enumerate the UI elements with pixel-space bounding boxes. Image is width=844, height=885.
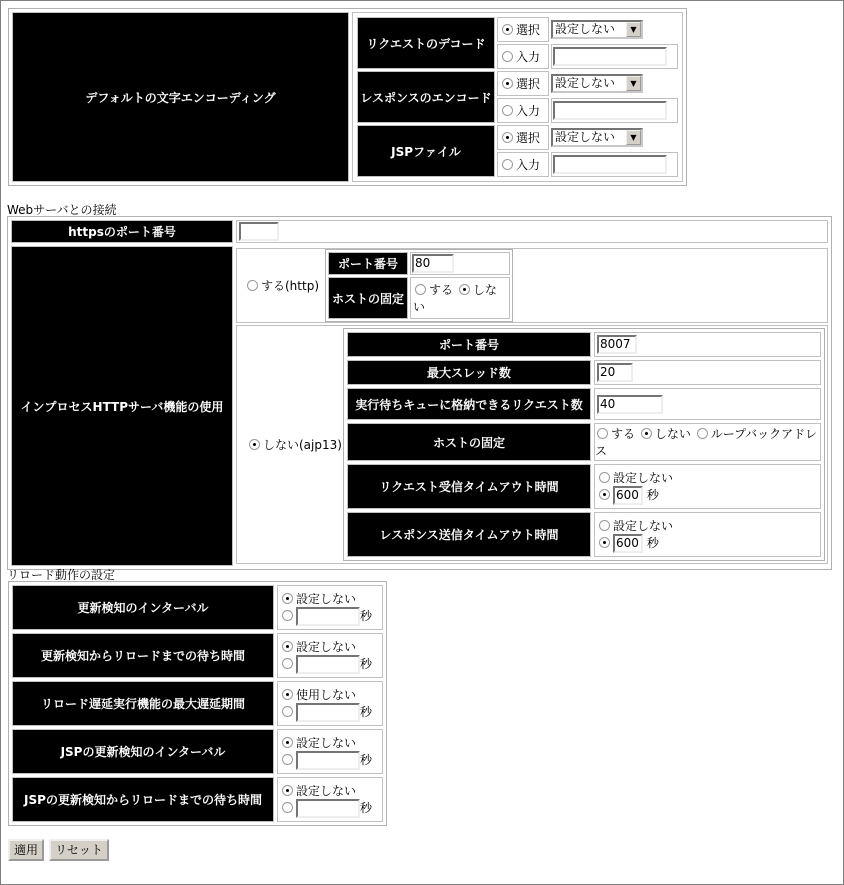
reload-sec-label: 秒 bbox=[360, 800, 373, 815]
reload-default-radio[interactable] bbox=[282, 689, 293, 700]
ajp-host-yes-label: する bbox=[611, 427, 636, 441]
select-label: 選択 bbox=[516, 77, 541, 91]
reload-row-label: JSPの更新検知のインターバル bbox=[12, 729, 274, 774]
ajp-option-label: しない(ajp13) bbox=[263, 438, 342, 452]
ajp-host-loopback-label: ループバックアドレス bbox=[595, 427, 818, 458]
send-timeout-label: レスポンス送信タイムアウト時間 bbox=[347, 512, 591, 557]
reload-default-radio[interactable] bbox=[282, 593, 293, 604]
reload-seconds-input[interactable] bbox=[296, 655, 360, 674]
http-host-yes-radio[interactable] bbox=[415, 284, 426, 295]
http-radio[interactable] bbox=[247, 280, 258, 291]
reload-default-label: 使用しない bbox=[296, 687, 357, 702]
encoding-input[interactable] bbox=[553, 101, 667, 120]
chevron-down-icon[interactable]: ▼ bbox=[626, 22, 641, 37]
encoding-select[interactable] bbox=[551, 74, 643, 93]
recv-timeout-label: リクエスト受信タイムアウト時間 bbox=[347, 464, 591, 509]
ajp-radio[interactable] bbox=[249, 439, 260, 450]
recv-sec-label: 秒 bbox=[646, 487, 659, 502]
reload-row-label: リロード遅延実行機能の最大遅延期間 bbox=[12, 681, 274, 726]
https-port-label: httpsのポート番号 bbox=[11, 220, 233, 243]
reset-button[interactable]: リセット bbox=[49, 839, 109, 861]
encoding-select[interactable] bbox=[551, 20, 643, 39]
select-radio[interactable] bbox=[502, 132, 513, 143]
reload-seconds-input[interactable] bbox=[296, 607, 360, 626]
recv-value-radio[interactable] bbox=[599, 489, 610, 500]
select-radio[interactable] bbox=[502, 78, 513, 89]
input-radio[interactable] bbox=[502, 105, 513, 116]
encoding-input[interactable] bbox=[553, 47, 667, 66]
reload-sec-label: 秒 bbox=[360, 608, 373, 623]
reload-row-label: 更新検知からリロードまでの待ち時間 bbox=[12, 633, 274, 678]
send-value-radio[interactable] bbox=[599, 537, 610, 548]
chevron-down-icon[interactable]: ▼ bbox=[626, 130, 641, 145]
ajp-host-loopback-radio[interactable] bbox=[697, 428, 708, 439]
reload-row-label: JSPの更新検知からリロードまでの待ち時間 bbox=[12, 777, 274, 822]
reload-value-radio[interactable] bbox=[282, 706, 293, 717]
recv-timeout-input[interactable]: 600 bbox=[613, 486, 643, 505]
http-host-no-radio[interactable] bbox=[459, 284, 470, 295]
http-option-label: する(http) bbox=[261, 279, 319, 293]
encoding-select-value: 設定しない bbox=[555, 22, 616, 36]
ajp-port-label: ポート番号 bbox=[347, 332, 591, 357]
reload-default-label: 設定しない bbox=[296, 735, 357, 750]
reload-row-label: 更新検知のインターバル bbox=[12, 585, 274, 630]
send-none-radio[interactable] bbox=[599, 520, 610, 531]
send-timeout-input[interactable]: 600 bbox=[613, 534, 643, 553]
queue-label: 実行待ちキューに格納できるリクエスト数 bbox=[347, 388, 591, 420]
encoding-select-value: 設定しない bbox=[555, 130, 616, 144]
ajp-port-input[interactable]: 8007 bbox=[597, 335, 637, 354]
input-radio[interactable] bbox=[502, 51, 513, 62]
encoding-select-value: 設定しない bbox=[555, 76, 616, 90]
ajp-host-no-radio[interactable] bbox=[641, 428, 652, 439]
http-port-input[interactable]: 80 bbox=[412, 254, 454, 273]
queue-input[interactable]: 40 bbox=[597, 395, 663, 414]
select-radio[interactable] bbox=[502, 24, 513, 35]
http-port-label: ポート番号 bbox=[328, 252, 408, 275]
reload-seconds-input[interactable] bbox=[296, 703, 360, 722]
inprocess-label: インプロセスHTTPサーバ機能の使用 bbox=[11, 246, 233, 566]
encoding-select[interactable] bbox=[551, 128, 643, 147]
reload-seconds-input[interactable] bbox=[296, 799, 360, 818]
select-label: 選択 bbox=[516, 23, 541, 37]
web-section-title: Webサーバとの接続 bbox=[7, 203, 117, 217]
reload-section-title: リロード動作の設定 bbox=[7, 568, 116, 582]
encoding-table bbox=[8, 8, 687, 186]
http-host-yes-label: する bbox=[429, 283, 454, 297]
encoding-row-label: リクエストのデコード bbox=[357, 17, 495, 69]
chevron-down-icon[interactable]: ▼ bbox=[626, 76, 641, 91]
ajp-host-label: ホストの固定 bbox=[347, 423, 591, 461]
encoding-row-label: レスポンスのエンコード bbox=[357, 71, 495, 123]
send-sec-label: 秒 bbox=[646, 535, 659, 550]
reload-value-radio[interactable] bbox=[282, 754, 293, 765]
reload-seconds-input[interactable] bbox=[296, 751, 360, 770]
apply-button[interactable]: 適用 bbox=[8, 839, 44, 861]
ajp-host-no-label: しない bbox=[654, 427, 691, 441]
send-none-label: 設定しない bbox=[613, 518, 674, 533]
web-table bbox=[7, 216, 832, 570]
ajp-host-yes-radio[interactable] bbox=[597, 428, 608, 439]
reload-default-label: 設定しない bbox=[296, 639, 357, 654]
reload-default-radio[interactable] bbox=[282, 785, 293, 796]
select-label: 選択 bbox=[516, 131, 541, 145]
reload-default-radio[interactable] bbox=[282, 737, 293, 748]
https-port-input[interactable] bbox=[239, 222, 279, 241]
threads-input[interactable]: 20 bbox=[597, 363, 633, 382]
recv-none-label: 設定しない bbox=[613, 470, 674, 485]
encoding-row-label: JSPファイル bbox=[357, 125, 495, 177]
reload-sec-label: 秒 bbox=[360, 752, 373, 767]
http-host-no-label: しない bbox=[413, 283, 497, 314]
encoding-input[interactable] bbox=[553, 155, 667, 174]
reload-value-radio[interactable] bbox=[282, 610, 293, 621]
reload-default-radio[interactable] bbox=[282, 641, 293, 652]
reload-value-radio[interactable] bbox=[282, 802, 293, 813]
reload-default-label: 設定しない bbox=[296, 591, 357, 606]
input-label: 入力 bbox=[516, 50, 541, 64]
reload-sec-label: 秒 bbox=[360, 704, 373, 719]
input-radio[interactable] bbox=[502, 159, 513, 170]
input-label: 入力 bbox=[516, 104, 541, 118]
input-label: 入力 bbox=[516, 158, 541, 172]
recv-none-radio[interactable] bbox=[599, 472, 610, 483]
http-host-label: ホストの固定 bbox=[328, 277, 408, 319]
encoding-title: デフォルトの文字エンコーディング bbox=[12, 12, 349, 182]
reload-default-label: 設定しない bbox=[296, 783, 357, 798]
reload-sec-label: 秒 bbox=[360, 656, 373, 671]
reload-value-radio[interactable] bbox=[282, 658, 293, 669]
threads-label: 最大スレッド数 bbox=[347, 360, 591, 385]
reload-table bbox=[8, 581, 387, 826]
